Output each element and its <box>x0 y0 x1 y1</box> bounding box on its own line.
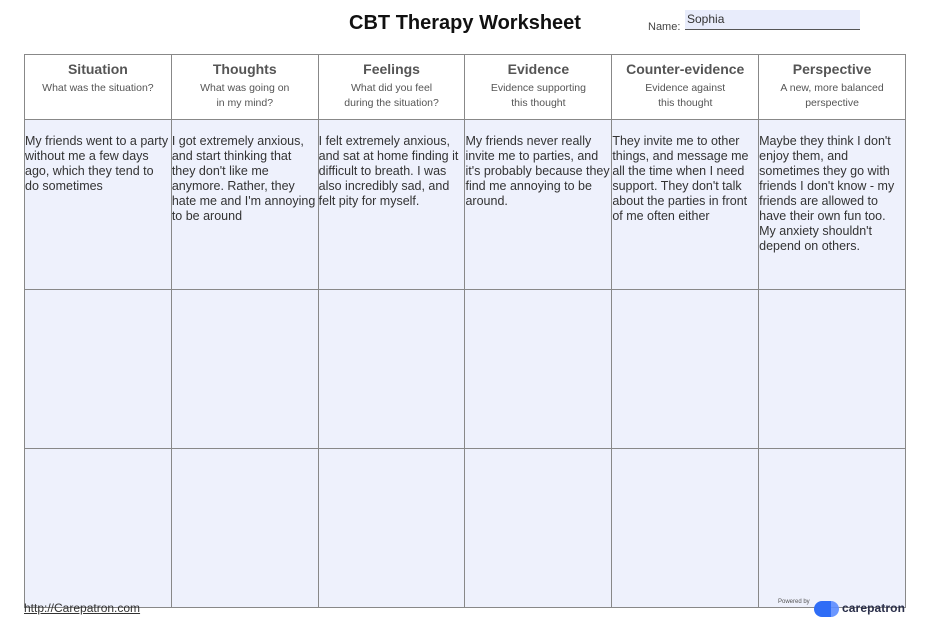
column-subtitle: A new, more balanced <box>780 82 884 94</box>
brand-name: carepatron <box>842 601 906 615</box>
situation-cell[interactable]: My friends went to a party without me a few days ago, which they tend to do sometimes <box>25 120 172 290</box>
perspective-cell[interactable] <box>759 290 906 449</box>
worksheet-table <box>24 54 906 608</box>
feelings-cell[interactable] <box>318 449 465 608</box>
feelings-cell[interactable] <box>318 290 465 449</box>
header-counter-evidence <box>612 55 759 120</box>
worksheet-title: CBT Therapy Worksheet <box>349 12 581 34</box>
thoughts-cell[interactable] <box>171 449 318 608</box>
counter-evidence-cell[interactable]: They invite me to other things, and message me all the time when I need support. They don't talk about the parties in front of me often either <box>612 120 759 290</box>
column-title: Evidence <box>507 61 570 77</box>
header-thoughts <box>171 55 318 120</box>
column-subtitle: perspective <box>805 97 859 109</box>
header-perspective <box>759 55 906 120</box>
column-subtitle: Evidence against <box>645 82 726 94</box>
column-subtitle: in my mind? <box>216 97 274 109</box>
header-feelings <box>318 55 465 120</box>
column-subtitle: Evidence supporting <box>490 82 586 94</box>
column-title: Thoughts <box>212 61 277 77</box>
situation-cell[interactable] <box>25 290 172 449</box>
evidence-cell[interactable]: My friends never really invite me to parties, and it's probably because they find me annoying to be around. <box>465 120 612 290</box>
perspective-cell[interactable] <box>759 449 906 608</box>
thoughts-cell[interactable]: I got extremely anxious, and start thinking that they don't like me anymore. Rather, they hate me and I'm annoying to be around <box>171 120 318 290</box>
counter-evidence-cell[interactable] <box>612 290 759 449</box>
evidence-cell[interactable] <box>465 290 612 449</box>
situation-cell[interactable] <box>25 449 172 608</box>
column-title: Situation <box>67 61 128 77</box>
column-title: Counter-evidence <box>626 61 745 77</box>
evidence-cell[interactable] <box>465 449 612 608</box>
column-subtitle: during the situation? <box>344 97 439 109</box>
header-row <box>25 55 906 120</box>
column-title: Feelings <box>363 61 420 77</box>
header-situation <box>25 55 172 120</box>
feelings-cell[interactable]: I felt extremely anxious, and sat at home finding it difficult to breath. I was also incredibly sad, and felt pity for myself. <box>318 120 465 290</box>
perspective-cell[interactable]: Maybe they think I don't enjoy them, and sometimes they go with friends I don't know - my friends are allowed to have their own fun too. My anxiety shouldn't depend on others. <box>759 120 906 290</box>
column-subtitle: this thought <box>658 97 713 109</box>
table-row <box>25 120 906 290</box>
carepatron-brand <box>776 598 908 618</box>
name-label: Name: <box>648 21 681 33</box>
thoughts-cell[interactable] <box>171 290 318 449</box>
table-row <box>25 449 906 608</box>
name-field[interactable]: Sophia <box>685 10 860 30</box>
carepatron-link[interactable]: http://Carepatron.com <box>24 601 141 615</box>
counter-evidence-cell[interactable] <box>612 449 759 608</box>
column-subtitle: this thought <box>511 97 566 109</box>
carepatron-logo-icon <box>814 599 844 618</box>
column-subtitle: What was the situation? <box>42 82 154 94</box>
column-subtitle: What did you feel <box>351 82 433 94</box>
column-title: Perspective <box>792 61 872 77</box>
powered-by-label: Powered by <box>778 599 810 605</box>
header-evidence <box>465 55 612 120</box>
table-row <box>25 290 906 449</box>
column-subtitle: What was going on <box>200 82 290 94</box>
